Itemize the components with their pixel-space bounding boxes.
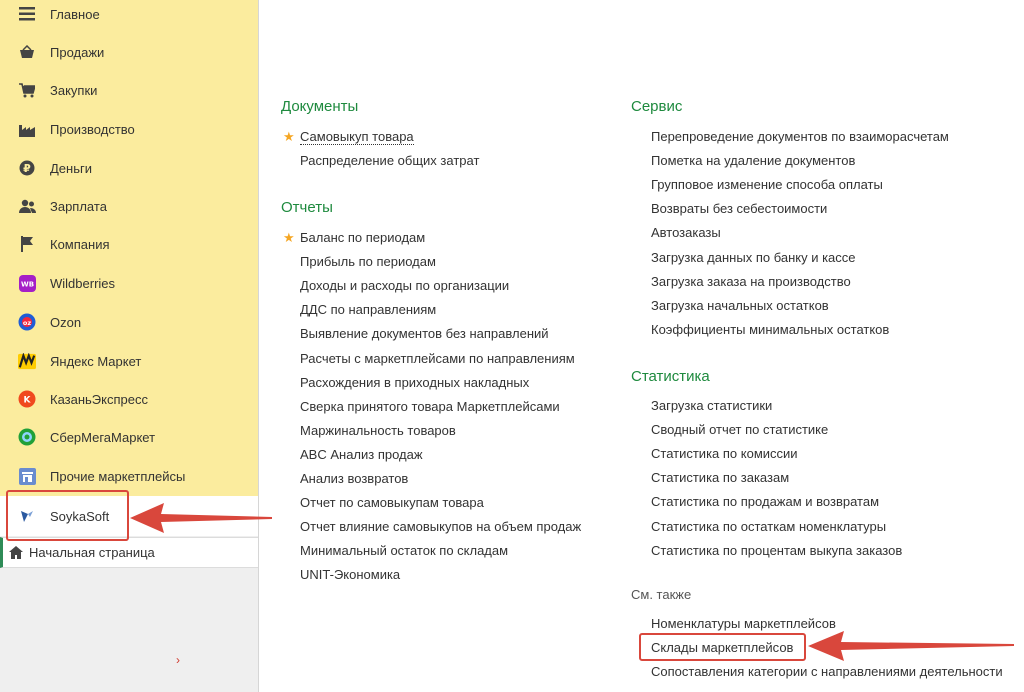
sidebar-item-yandex-market[interactable] [0, 342, 258, 380]
sidebar-item-sales[interactable] [0, 33, 258, 71]
see-also-link-0[interactable]: Номенклатуры маркетплейсов [651, 616, 836, 631]
statistics-link-3[interactable]: Статистика по заказам [651, 470, 790, 486]
service-link-5[interactable]: Загрузка данных по банку и кассе [651, 249, 856, 265]
reports-link-6[interactable]: Расхождения в приходных накладных [300, 374, 530, 390]
statistics-link-6[interactable]: Статистика по процентам выкупа заказов [651, 542, 903, 558]
sidebar-item-label: Главное [50, 6, 100, 22]
reports-link-4[interactable]: Выявление документов без направлений [300, 326, 549, 342]
sidebar-item-label: Закупки [50, 82, 98, 98]
service-link-8[interactable]: Коэффициенты минимальных остатков [651, 321, 890, 337]
sidebar-item-label: Производство [50, 121, 135, 137]
section-title-see-also: См. также [631, 587, 692, 602]
menu-icon [18, 5, 36, 23]
sidebar-item-label: Компания [50, 236, 110, 252]
sidebar-item-label: КазаньЭкспресс [50, 391, 148, 407]
people-icon [18, 197, 36, 215]
reports-link-12[interactable]: Отчет влияние самовыкупов на объем продаж [300, 519, 582, 535]
service-link-3[interactable]: Возвраты без себестоимости [651, 201, 828, 217]
reports-link-5[interactable]: Расчеты с маркетплейсами по направлениям [300, 350, 575, 366]
sidebar-item-label: Продажи [50, 44, 105, 60]
reports-link-14[interactable]: UNIT-Экономика [300, 567, 401, 583]
svg-text:₽: ₽ [23, 162, 31, 175]
statistics-link-2[interactable]: Статистика по комиссии [651, 446, 798, 462]
reports-link-13[interactable]: Минимальный остаток по складам [300, 543, 509, 559]
documents-link-1[interactable]: Распределение общих затрат [300, 153, 480, 168]
see-also-link-2[interactable]: Сопоставления категории с направлениями деятельности [651, 664, 1003, 680]
flag-icon [18, 235, 36, 253]
section-title-reports: Отчеты [281, 199, 333, 216]
service-link-2[interactable]: Групповое изменение способа оплаты [651, 177, 883, 193]
reports-link-7[interactable]: Сверка принятого товара Маркетплейсами [300, 398, 560, 414]
statistics-link-1[interactable]: Сводный отчет по статистике [651, 422, 829, 438]
sidebar-item-label: SoykaSoft [50, 508, 110, 524]
reports-link-10[interactable]: Анализ возвратов [300, 471, 409, 486]
expand-sidebar-icon[interactable]: › [176, 653, 180, 667]
section-title-documents: Документы [281, 98, 359, 115]
highlight-box-warehouses [639, 633, 806, 661]
service-link-4[interactable]: Автозаказы [651, 225, 721, 241]
see-also-link-1[interactable]: Склады маркетплейсов [651, 640, 794, 656]
sidebar-item-label: Прочие маркетплейсы [50, 468, 186, 484]
reports-link-2[interactable]: Доходы и расходы по организации [300, 278, 510, 294]
favorite-star-icon[interactable]: ★ [283, 129, 295, 144]
sidebar-item-production[interactable] [0, 110, 258, 148]
section-title-statistics: Статистика [631, 368, 710, 385]
reports-link-11[interactable]: Отчет по самовыкупам товара [300, 495, 484, 511]
svg-text:K: K [23, 395, 31, 406]
statistics-link-5[interactable]: Статистика по остаткам номенклатуры [651, 518, 887, 534]
ruble-icon [18, 159, 36, 177]
documents-link-0[interactable]: Самовыкуп товара [300, 129, 414, 144]
service-link-0[interactable]: Перепроведение документов по взаиморасчетам [651, 129, 949, 144]
statistics-link-4[interactable]: Статистика по продажам и возвратам [651, 494, 880, 510]
basket-icon [18, 43, 36, 61]
sidebar-item-label: СберМегаМаркет [50, 429, 156, 445]
ozon-icon [18, 313, 36, 331]
sidebar-item-label: Зарплата [50, 198, 107, 214]
sidebar-item-label: Ozon [50, 314, 82, 330]
kazanexpress-icon [18, 390, 36, 408]
svg-text:oz: oz [22, 319, 32, 327]
sidebar-item-main[interactable] [0, 0, 258, 33]
sidebar [0, 0, 259, 692]
favorite-star-icon[interactable]: ★ [283, 230, 295, 245]
home-icon [9, 546, 23, 559]
section-title-service: Сервис [631, 98, 683, 115]
yandex-market-icon [18, 352, 36, 370]
reports-link-8[interactable]: Маржинальность товаров [300, 422, 456, 438]
service-link-7[interactable]: Загрузка начальных остатков [651, 297, 829, 313]
factory-icon [18, 120, 36, 138]
service-link-6[interactable]: Загрузка заказа на производство [651, 273, 851, 289]
highlight-box-soykasoft [6, 490, 129, 541]
sidebar-item-kazanexpress[interactable] [0, 380, 258, 418]
annotation-arrow-soykasoft [128, 500, 274, 536]
sidebar-item-money[interactable] [0, 149, 258, 187]
wildberries-icon [18, 274, 36, 292]
sidebar-item-wildberries[interactable] [0, 264, 258, 302]
sidebar-item-purchases[interactable] [0, 71, 258, 109]
service-link-1[interactable]: Пометка на удаление документов [651, 153, 856, 169]
sbermegamarket-icon [18, 428, 36, 446]
sidebar-item-label: Wildberries [50, 275, 116, 291]
sidebar-item-home-page[interactable] [0, 537, 258, 568]
reports-link-0[interactable]: Баланс по периодам [300, 230, 426, 245]
annotation-arrow-warehouses [806, 628, 1016, 664]
statistics-link-0[interactable]: Загрузка статистики [651, 398, 773, 413]
sidebar-item-label: Яндекс Маркет [50, 353, 142, 369]
sidebar-item-sbermegamarket[interactable] [0, 418, 258, 456]
home-page-label: Начальная страница [29, 545, 155, 560]
reports-link-1[interactable]: Прибыль по периодам [300, 254, 436, 270]
svg-text:WB: WB [20, 280, 34, 288]
sidebar-item-label: Деньги [50, 160, 92, 176]
sidebar-item-company[interactable] [0, 225, 258, 263]
sidebar-item-ozon[interactable] [0, 303, 258, 341]
reports-link-9[interactable]: ABC Анализ продаж [300, 446, 423, 462]
reports-link-3[interactable]: ДДС по направлениям [300, 302, 437, 318]
sidebar-item-salary[interactable] [0, 187, 258, 225]
cart-icon [18, 81, 36, 99]
marketplace-icon [18, 467, 36, 485]
